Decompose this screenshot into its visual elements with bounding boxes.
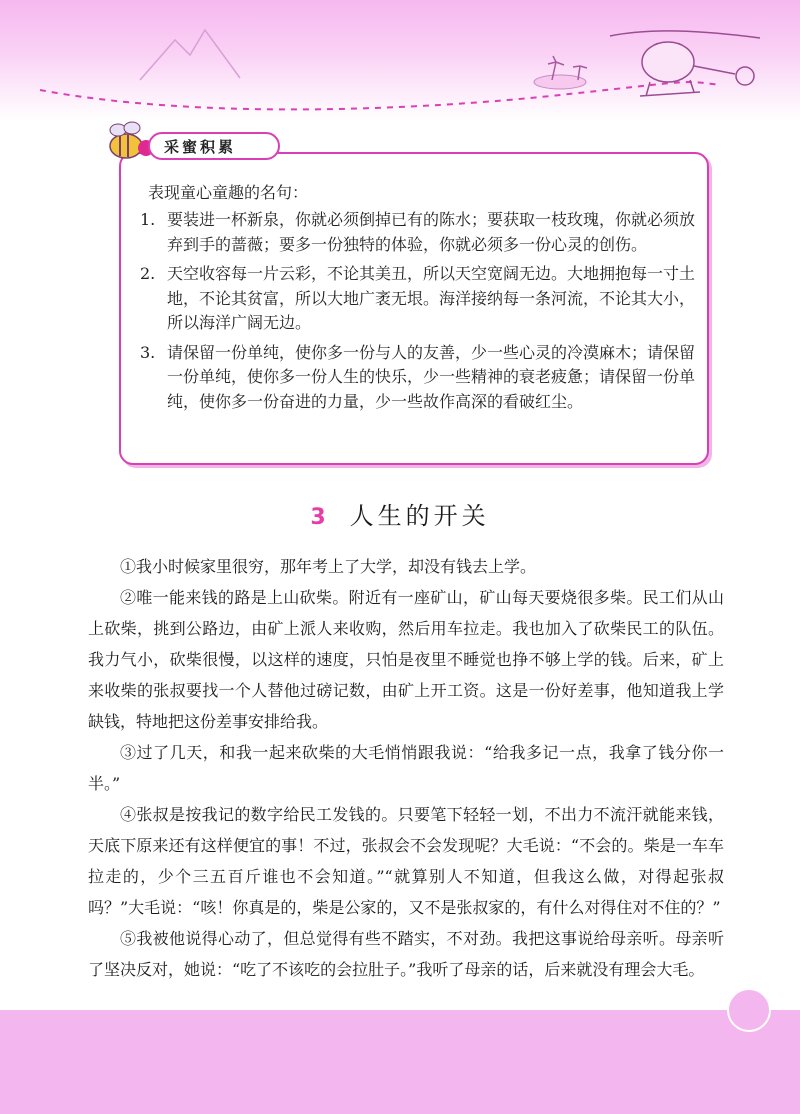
quote-number: 2.: [140, 264, 156, 283]
quote-item: [140, 262, 700, 336]
bottom-band: [0, 1010, 800, 1114]
quote-number: 3.: [140, 342, 156, 362]
quote-text: 请保留一份单纯，使你多一份与人的友善，少一些心灵的冷漠麻木；请保留一份单纯，使你多一份人生的快乐，少一些精神的衰老疲惫；请保留一份单纯，使你多一份奋进的力量，少一些故作高深的看破红尘。: [167, 342, 696, 411]
page-number-circle: [727, 988, 771, 1032]
quote-list: [140, 208, 700, 419]
article-paragraph: ②唯一能来钱的路是上山砍柴。附近有一座矿山，矿山每天要烧很多柴。民工们从山上砍柴，挑到公路边，由矿上派人来收购，然后用车拉走。我也加入了砍柴民工的队伍。我力气小，砍柴很慢，以这样的速度，只怕是夜里不睡觉也挣不够上学的钱。后来，矿上来收柴的张叔要找一个人替他过磅记数，由矿上开工资。这是一份好差事，他知道我上学缺钱，特地把这份差事安排给我。: [88, 588, 724, 731]
banner-illustration: [0, 0, 800, 120]
article-body: [88, 551, 724, 985]
article-paragraph: ④张叔是按我记的数字给民工发钱的。只要笔下轻轻一划，不出力不流汗就能来钱，天底下原来还有这样便宜的事！不过，张叔会不会发现呢？大毛说：“不会的。柴是一车车拉走的，少个三五百斤谁也不会知道。”“就算别人不知道，但我这么做，对得起张叔吗？”大毛说：“咳！你真是的，柴是公家的，又不是张叔家的，有什么对得住对不住的？”: [88, 805, 724, 917]
lesson-title-text: 人生的开关: [349, 502, 490, 530]
lesson-title: [0, 496, 800, 531]
accumulation-tab-label: 采蜜积累: [148, 132, 280, 160]
quote-item: [140, 208, 700, 257]
quote-text: 要装进一杯新泉，你就必须倒掉已有的陈水；要获取一枝玫瑰，你就必须放弃到手的蔷薇；要多一份独特的体验，你就必须多一份心灵的创伤。: [167, 210, 696, 254]
dashed-path: [40, 82, 720, 109]
helicopter-illustration: [610, 31, 760, 96]
article-paragraph: ①我小时候家里很穷，那年考上了大学，却没有钱去上学。: [120, 557, 537, 576]
top-banner: [0, 0, 800, 120]
mountain-outline: [140, 30, 240, 80]
article-paragraph: ③过了几天，和我一起来砍柴的大毛悄悄跟我说：“给我多记一点，我拿了钱分你一半。”: [88, 743, 724, 793]
quote-text: 天空收容每一片云彩，不论其美丑，所以天空宽阔无边。大地拥抱每一寸土地，不论其贫富，所以大地广袤无垠。海洋接纳每一条河流，不论其大小，所以海洋广阔无边。: [167, 264, 696, 332]
accumulation-heading: 表现童心童趣的名句：: [148, 183, 309, 202]
lesson-number: 3: [310, 505, 330, 530]
bee-icon: [96, 118, 156, 170]
article-paragraph: ⑤我被他说得心动了，但总觉得有些不踏实，不对劲。我把这事说给母亲听。母亲听了坚决反对，她说：“吃了不该吃的会拉肚子。”我听了母亲的话，后来就没有理会大毛。: [88, 929, 724, 979]
quote-item: [140, 341, 700, 415]
quote-number: 1.: [140, 210, 156, 229]
